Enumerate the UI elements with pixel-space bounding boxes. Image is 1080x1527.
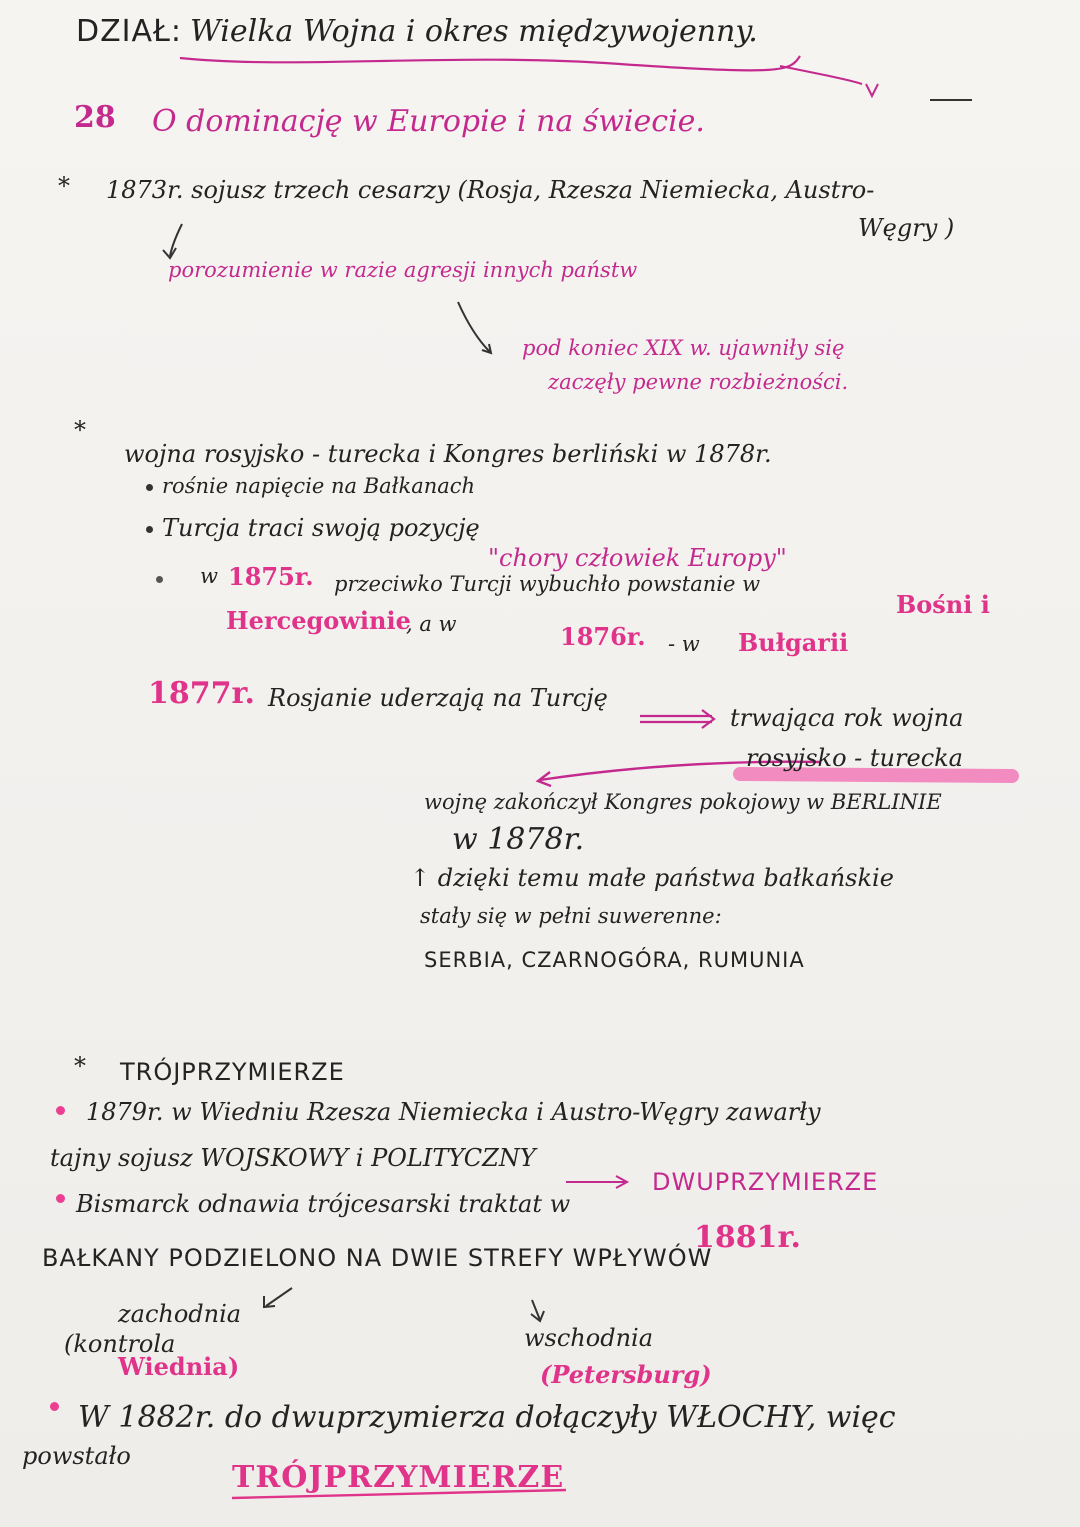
dzial-title: Wielka Wojna i okres międzywojenny. [190,14,758,49]
section2-l2: wojnę zakończył Kongres pokojowy w BERLINIE [424,790,942,814]
lesson-number: 28 [74,100,116,135]
section2-l3b: stały się w pełni suwerenne: [420,904,722,928]
west-zone: zachodnia [118,1300,242,1328]
section2-l1text: Rosjanie uderzają na Turcję [268,684,608,712]
bullet-dot [56,1194,65,1203]
trojprzymierze-final: TRÓJPRZYMIERZE [232,1460,565,1495]
year-1881: 1881r. [694,1220,801,1255]
dwuprzymierze: DWUPRZYMIERZE [652,1168,879,1196]
section1-line1: 1873r. sojusz trzech cesarzy (Rosja, Rzesza Niemiecka, Austro- [106,176,875,204]
section2-l1result: trwająca rok wojna [730,704,964,732]
section1-star: * [58,172,70,200]
year-1876: 1876r. [560,622,646,651]
bullet-dot [146,484,153,491]
section2-l2b: w 1878r. [452,822,585,857]
west-control: (kontrola [64,1330,176,1358]
section1-note1: porozumienie w razie agresji innych państw [168,258,638,282]
section2-l3c: SERBIA, CZARNOGÓRA, RUMUNIA [424,948,805,972]
place-hercegowina: Hercegowinie [226,606,411,635]
place-bosnia: Bośni i [896,590,990,619]
east-zone: wschodnia [524,1324,654,1352]
section1-note2a: pod koniec XIX w. ujawniły się [522,336,845,360]
section3-b3b: powstało [22,1442,131,1470]
section2-b3a: w [200,564,218,588]
bullet-dot [50,1402,59,1411]
section3-b3a: W 1882r. do dwuprzymierza dołączyły WŁOCHY, więc [78,1400,896,1435]
place-bulgaria: Bułgarii [738,628,849,657]
section2-b3d: , a w [406,612,457,636]
section3-b2b: BAŁKANY PODZIELONO NA DWIE STREFY WPŁYWÓW [42,1244,713,1272]
section1-line1b: Węgry ) [858,214,955,242]
east-city: (Petersburg) [540,1360,712,1389]
section2-b3e: - w [668,632,700,656]
lesson-title: O dominację w Europie i na świecie. [152,104,705,139]
section3-b2a: Bismarck odnawia trójcesarski traktat w [76,1190,571,1218]
bullet-dot [156,576,163,583]
section3-b1b: tajny sojusz WOJSKOWY i POLITYCZNY [50,1144,536,1172]
bullet-dot [146,526,153,533]
bullet-dot [56,1106,65,1115]
section2-b3b: przeciwko Turcji wybuchło powstanie w [334,572,761,596]
section2-b2a: Turcja traci swoją pozycję [162,514,480,542]
section3-title: TRÓJPRZYMIERZE [120,1058,345,1086]
section2-b2b: "chory człowiek Europy" [488,544,787,572]
section2-star: * [74,416,86,444]
year-1877: 1877r. [148,676,255,711]
section2-b1: rośnie napięcie na Bałkanach [162,474,476,498]
section2-l3: ↑ dzięki temu małe państwa bałkańskie [410,864,894,892]
west-city: Wiednia) [118,1352,240,1381]
section3-b1a: 1879r. w Wiedniu Rzesza Niemiecka i Austro-Węgry zawarły [86,1098,821,1126]
dzial-label: DZIAŁ: [76,14,182,49]
year-1875: 1875r. [228,562,314,591]
section3-star: * [74,1052,86,1080]
section1-note2b: zaczęły pewne rozbieżności. [548,370,849,394]
section2-title: wojna rosyjsko - turecka i Kongres berliński w 1878r. [124,440,772,468]
section2-l1result2: rosyjsko - turecka [746,744,963,772]
